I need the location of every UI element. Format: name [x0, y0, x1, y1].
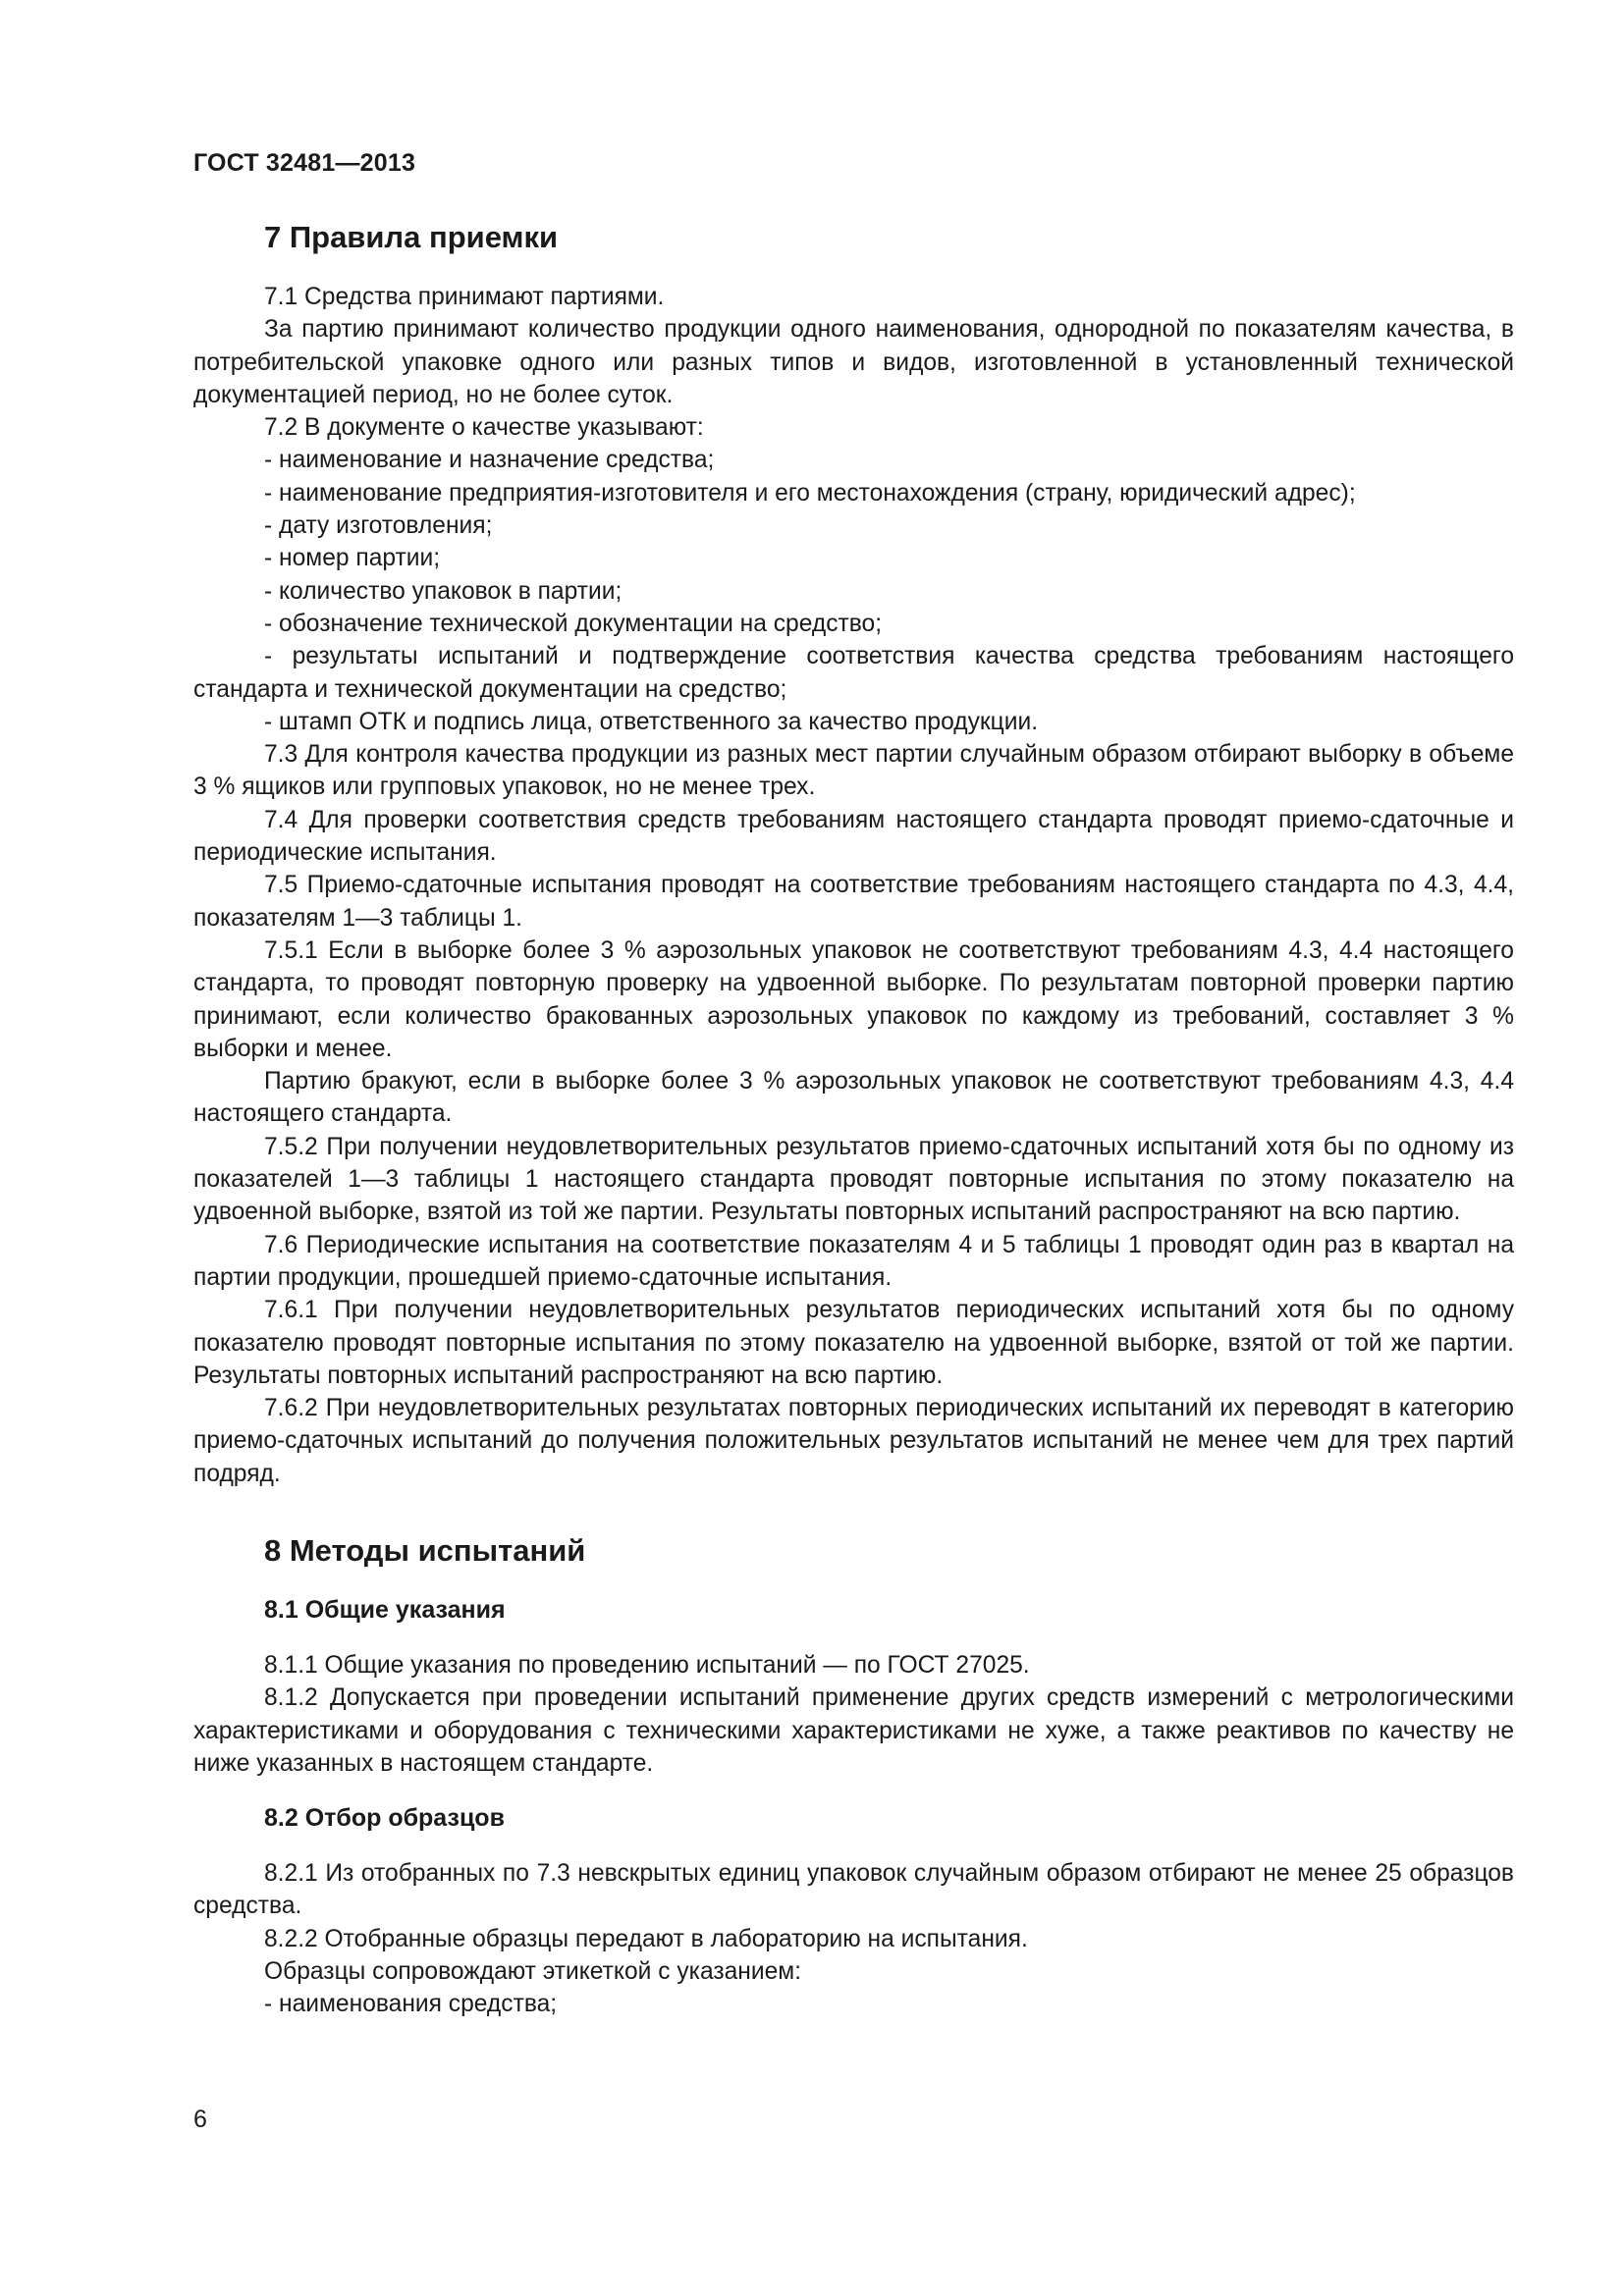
list-item: - обозначение технической документации на средство; [264, 610, 883, 637]
paragraph-8-1-2: 8.1.2 Допускается при проведении испытаний применение других средств измерений с метрологическими характеристиками и оборудования с техническими характеристиками не хуже, а также реактивов по качеству не ниже указанных в настоящем стандарте. [193, 1684, 1514, 1777]
paragraph-7-6-1: 7.6.1 При получении неудовлетворительных результатов периодических испытаний хотя бы по одному показателю проводят повторные испытания по этому показателю на удвоенной выборке, взятой от той же партии. Результаты повторных испытаний распространяют на всю партию. [193, 1297, 1514, 1389]
paragraph: За партию принимают количество продукции одного наименования, однородной по показателям качества, в потребительской упаковке одного или разных типов и видов, изготовленной в установленный технической документацией период, но не более суток. [193, 316, 1514, 408]
paragraph-7-5-2: 7.5.2 При получении неудовлетворительных результатов приемо-сдаточных испытаний хотя бы по одному из показателей 1—3 таблицы 1 настоящего стандарта проводят повторные испытания по этому показателю на удвоенной выборке, взятой из той же партии. Результаты повторных испытаний распространяют на всю партию. [193, 1133, 1514, 1226]
paragraph-8-2-2: 8.2.2 Отобранные образцы передают в лабораторию на испытания. [264, 1925, 1028, 1952]
list-item: - наименование предприятия-изготовителя и его местонахождения (страну, юридический адрес); [264, 479, 1356, 507]
paragraph-7-6: 7.6 Периодические испытания на соответствие показателям 4 и 5 таблицы 1 проводят один раз в квартал на партии продукции, прошедшей приемо-сдаточные испытания. [193, 1231, 1514, 1291]
list-item: - наименования средства; [264, 1991, 558, 2018]
paragraph-8-2-1: 8.2.1 Из отобранных по 7.3 невскрытых единиц упаковок случайным образом отбирают не менее 25 образцов средства. [193, 1860, 1514, 1920]
list-item: - штамп ОТК и подпись лица, ответственного за качество продукции. [264, 708, 1039, 735]
document-code-header: ГОСТ 32481—2013 [193, 149, 416, 177]
paragraph-7-3: 7.3 Для контроля качества продукции из разных мест партии случайным образом отбирают выборку в объеме 3 % ящиков или групповых упаковок, но не менее трех. [193, 741, 1514, 801]
page-number: 6 [193, 2106, 207, 2133]
subsection-8-1-title: 8.1 Общие указания [264, 1595, 506, 1624]
paragraph-7-5-1: 7.5.1 Если в выборке более 3 % аэрозольных упаковок не соответствуют требованиям 4.3, 4.4 настоящего стандарта, то проводят повторную проверку на удвоенной выборке. По результатам повторной проверки партию принимают, если количество бракованных аэрозольных упаковок по каждому из требований, составляет 3 % выборки и менее. [193, 936, 1514, 1062]
paragraph-8-1-1: 8.1.1 Общие указания по проведению испытаний — по ГОСТ 27025. [264, 1651, 1030, 1679]
list-item: - номер партии; [264, 545, 441, 572]
list-item: - результаты испытаний и подтверждение соответствия качества средства требованиям настоящего стандарта и технической документации на средство; [193, 643, 1514, 703]
subsection-8-2-title: 8.2 Отбор образцов [264, 1804, 505, 1833]
list-item: - наименование и назначение средства; [264, 447, 715, 474]
paragraph: Партию бракуют, если в выборке более 3 % аэрозольных упаковок не соответствуют требованиям 4.3, 4.4 настоящего стандарта. [193, 1068, 1514, 1128]
document-body [193, 218, 1514, 2021]
paragraph-7-2: 7.2 В документе о качестве указывают: [264, 414, 704, 442]
list-item: - количество упаковок в партии; [264, 577, 623, 605]
paragraph-7-5: 7.5 Приемо-сдаточные испытания проводят на соответствие требованиям настоящего стандарта по 4.3, 4.4, показателям 1—3 таблицы 1. [193, 872, 1514, 932]
paragraph-7-4: 7.4 Для проверки соответствия средств требованиям настоящего стандарта проводят приемо-сдаточные и периодические испытания. [193, 806, 1514, 867]
section-8-title: 8 Методы испытаний [264, 1532, 586, 1568]
paragraph-7-1: 7.1 Средства принимают партиями. [264, 284, 665, 310]
section-7-title: 7 Правила приемки [264, 220, 559, 254]
paragraph: Образцы сопровождают этикеткой с указанием: [264, 1958, 802, 1986]
paragraph-7-6-2: 7.6.2 При неудовлетворительных результатах повторных периодических испытаний их переводят в категорию приемо-сдаточных испытаний до получения положительных результатов испытаний не менее чем для трех партий подряд. [193, 1395, 1514, 1487]
list-item: - дату изготовления; [264, 512, 493, 540]
